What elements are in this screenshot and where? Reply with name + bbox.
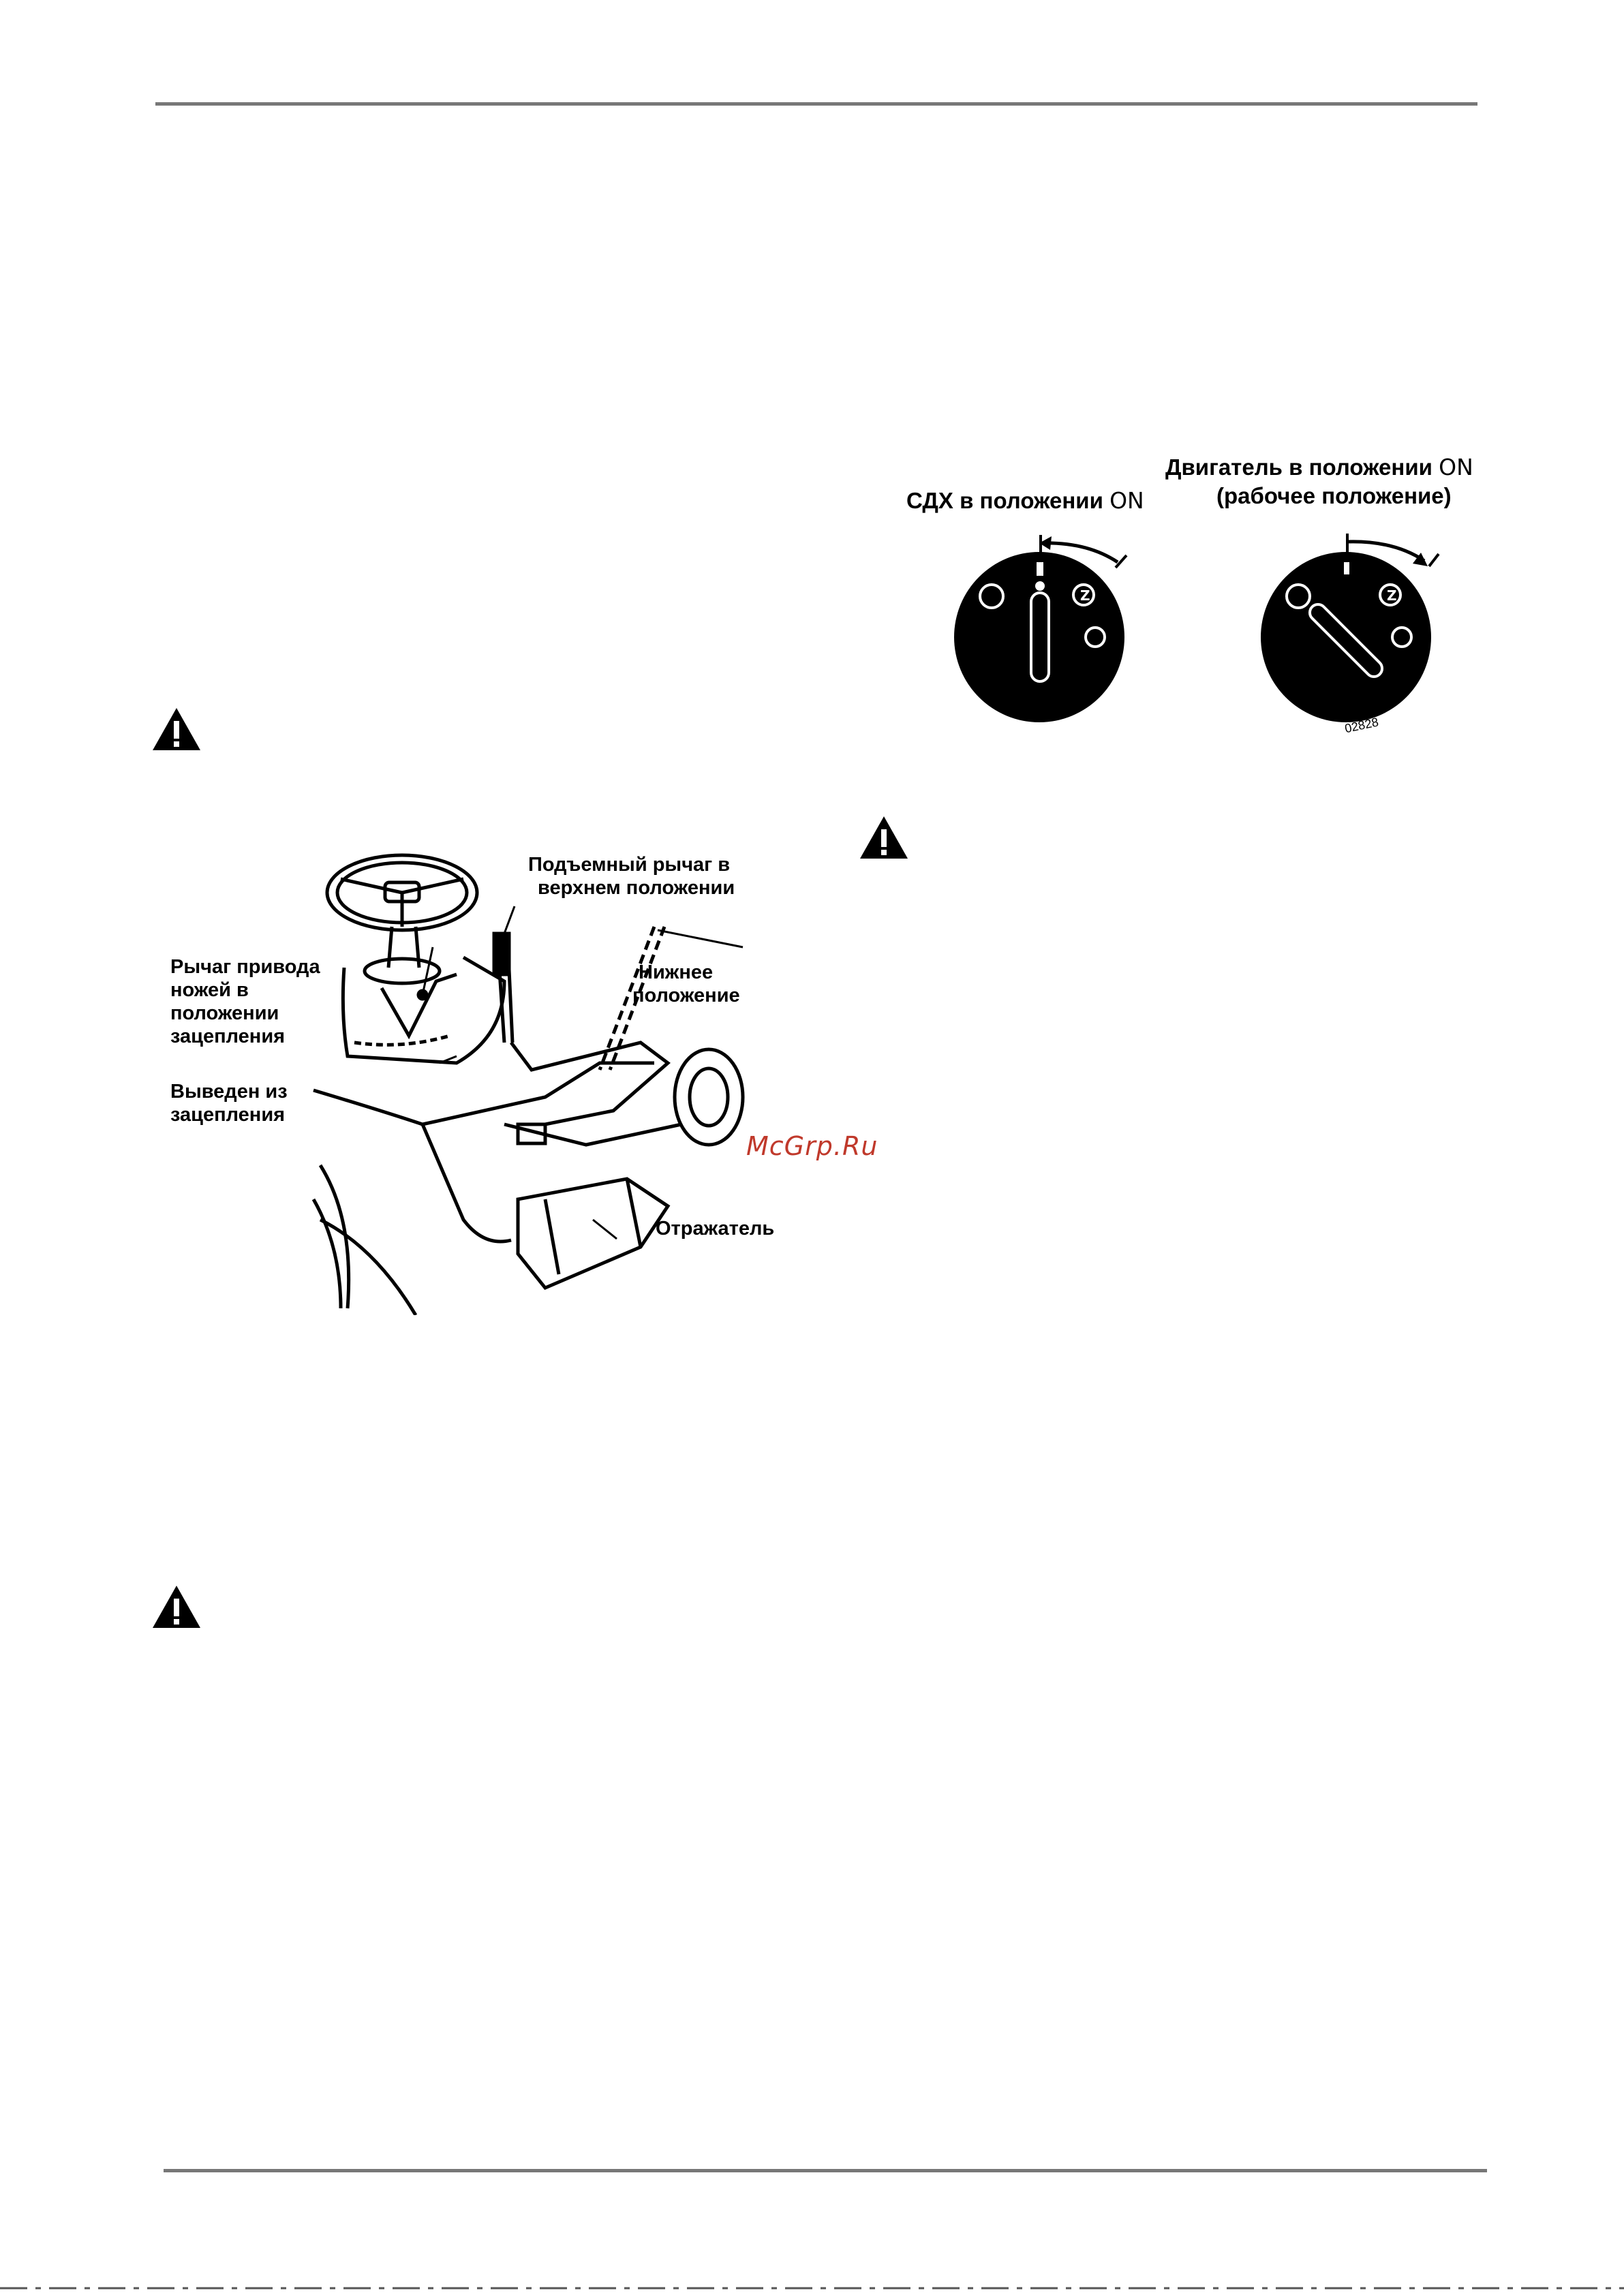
label-lower-position: Нижнее положение xyxy=(632,961,740,1006)
svg-text:Z: Z xyxy=(1080,587,1090,604)
top-rule xyxy=(155,102,1477,106)
bottom-rule xyxy=(164,2169,1487,2172)
warning-icon xyxy=(151,706,202,752)
watermark: McGrp.Ru xyxy=(746,1131,878,1161)
keyswitch-dial-choke xyxy=(944,521,1148,726)
tractor-illustration xyxy=(300,838,763,1315)
svg-text:Z: Z xyxy=(1387,587,1397,604)
warning-icon xyxy=(151,1584,202,1630)
label-lift-lever-up: Подъемный рычаг в верхнем положении xyxy=(528,854,735,899)
scan-edge xyxy=(0,2286,1624,2290)
label-deflector: Отражатель xyxy=(656,1218,775,1239)
label-blade-lever-engaged: Рычаг привода ножей в положении зацепления xyxy=(170,956,320,1047)
keyswitch-dial-run xyxy=(1257,521,1462,739)
caption-run-position: (рабочее положение) xyxy=(1216,483,1452,508)
part-number: 02828 xyxy=(1343,715,1380,736)
label-disengaged: Выведен из зацепления xyxy=(170,1081,288,1126)
caption-engine-on: Двигатель в положении ON xyxy=(1165,454,1473,480)
caption-choke-on: СДХ в положении ON xyxy=(906,487,1144,514)
warning-icon xyxy=(859,814,909,861)
